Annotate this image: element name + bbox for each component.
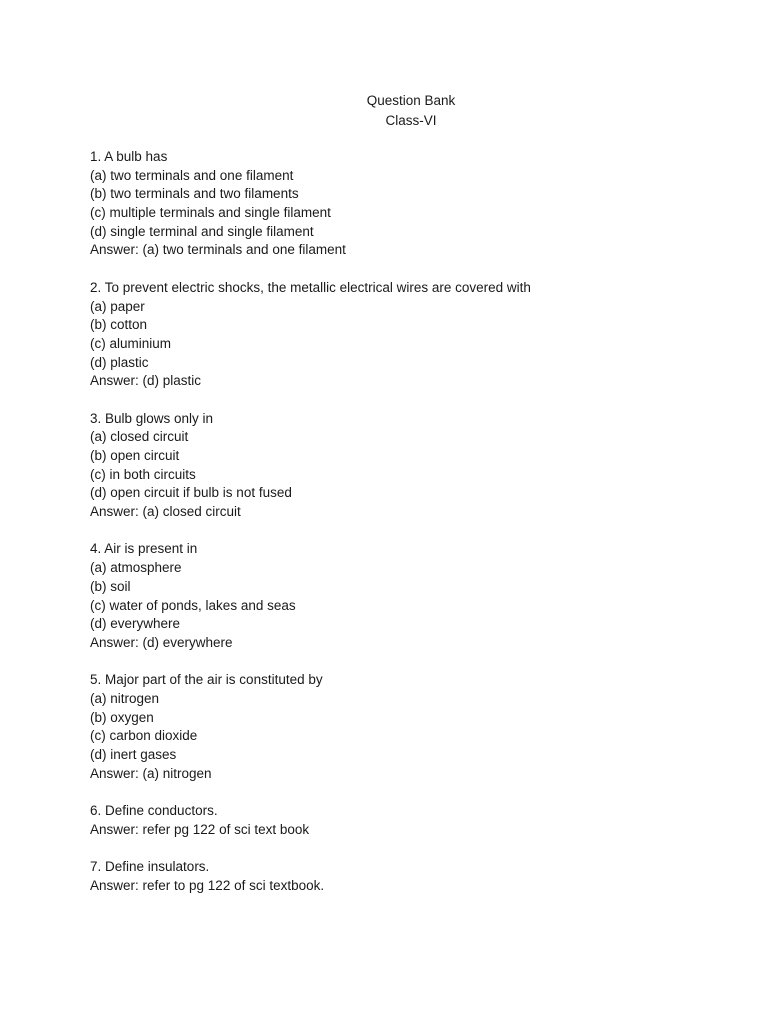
option-c: (c) multiple terminals and single filament — [90, 205, 331, 221]
question-block-1 — [90, 148, 730, 260]
option-b: (b) cotton — [90, 317, 148, 333]
question-block-4 — [90, 540, 730, 652]
question-list — [90, 148, 730, 914]
question-text: 4. Air is present in — [90, 541, 198, 557]
question-block-5 — [90, 671, 730, 783]
question-block-7 — [90, 858, 730, 895]
question-text: 2. To prevent electric shocks, the metallic electrical wires are covered with — [90, 279, 531, 295]
answer-text: Answer: (a) nitrogen — [90, 765, 212, 781]
option-c: (c) in both circuits — [90, 466, 196, 482]
option-a: (a) paper — [90, 298, 145, 314]
answer-text: Answer: (a) two terminals and one filament — [90, 242, 346, 258]
question-text: 5. Major part of the air is constituted by — [90, 672, 323, 688]
option-c: (c) aluminium — [90, 335, 172, 351]
option-b: (b) two terminals and two filaments — [90, 186, 299, 202]
answer-text: Answer: (d) everywhere — [90, 634, 233, 650]
option-d: (d) inert gases — [90, 747, 177, 762]
answer-text: Answer: refer to pg 122 of sci textbook. — [90, 877, 325, 893]
option-d: (d) single terminal and single filament — [90, 223, 314, 239]
question-block-6 — [90, 802, 730, 839]
document-subtitle: Class-VI — [385, 113, 437, 128]
option-a: (a) nitrogen — [90, 690, 160, 706]
option-c: (c) water of ponds, lakes and seas — [90, 597, 296, 613]
question-text: 7. Define insulators. — [90, 859, 210, 875]
question-block-2 — [90, 279, 730, 391]
document-title: Question Bank — [366, 93, 456, 108]
option-b: (b) soil — [90, 578, 131, 594]
option-d: (d) everywhere — [90, 616, 181, 632]
option-c: (c) carbon dioxide — [90, 728, 198, 744]
option-d: (d) plastic — [90, 354, 149, 370]
answer-text: Answer: (d) plastic — [90, 373, 202, 389]
option-a: (a) closed circuit — [90, 429, 189, 445]
question-block-3 — [90, 410, 730, 522]
option-d: (d) open circuit if bulb is not fused — [90, 485, 292, 501]
question-text: 1. A bulb has — [90, 149, 168, 164]
option-b: (b) open circuit — [90, 448, 180, 463]
option-a: (a) two terminals and one filament — [90, 167, 294, 183]
option-b: (b) oxygen — [90, 709, 154, 725]
answer-text: Answer: refer pg 122 of sci text book — [90, 821, 310, 837]
option-a: (a) atmosphere — [90, 560, 182, 576]
question-text: 3. Bulb glows only in — [90, 410, 214, 426]
answer-text: Answer: (a) closed circuit — [90, 504, 241, 520]
question-text: 6. Define conductors. — [90, 803, 218, 819]
